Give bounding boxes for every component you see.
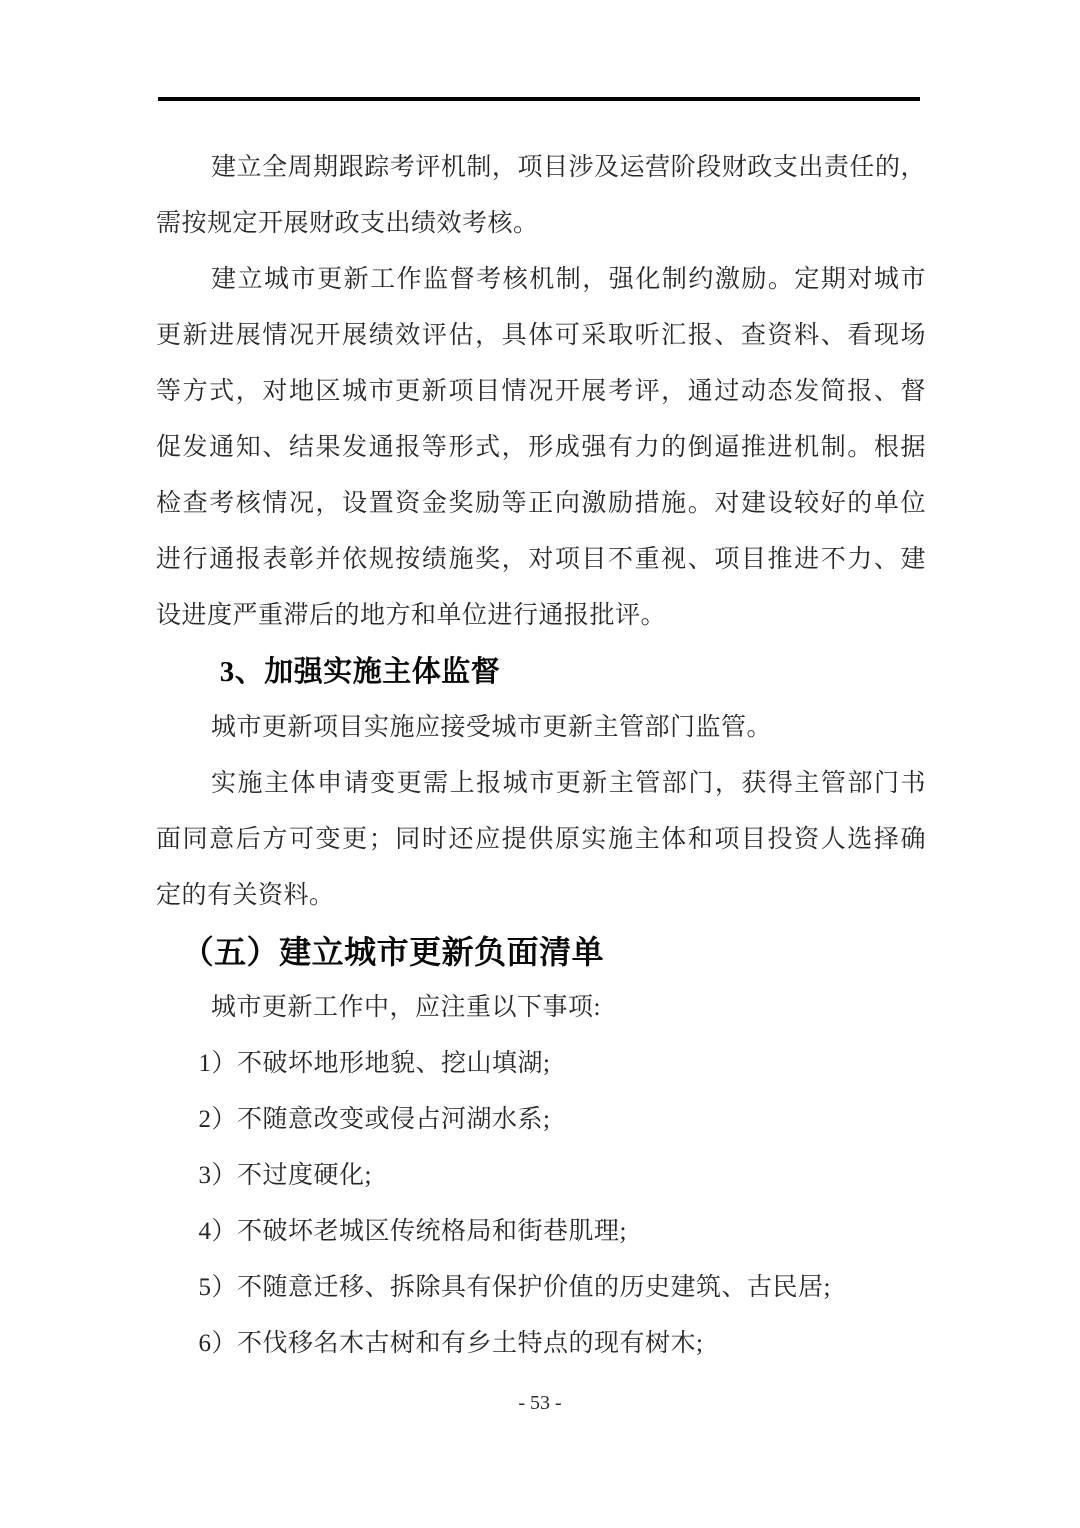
paragraph-tracking-assessment: 建立全周期跟踪考评机制，项目涉及运营阶段财政支出责任的， xyxy=(211,154,926,181)
paragraph-supervision-mechanism: 等方式，对地区城市更新项目情况开展考评，通过动态发简报、督 xyxy=(156,378,926,405)
list-item-3: 3）不过度硬化; xyxy=(198,1162,372,1189)
list-item-4: 4）不破坏老城区传统格局和街巷肌理; xyxy=(198,1218,627,1245)
paragraph-subject-change: 面同意后方可变更；同时还应提供原实施主体和项目投资人选择确 xyxy=(156,826,926,853)
list-item-1: 1）不破坏地形地貌、挖山填湖; xyxy=(198,1050,551,1077)
header-rule xyxy=(158,97,920,101)
document-body xyxy=(156,140,926,1372)
heading-negative-list: （五）建立城市更新负面清单 xyxy=(181,934,605,970)
paragraph-supervision-mechanism: 进行通报表彰并依规按绩施奖，对项目不重视、项目推进不力、建 xyxy=(156,546,926,573)
paragraph-supervision-mechanism: 更新进展情况开展绩效评估，具体可采取听汇报、查资料、看现场 xyxy=(156,322,926,349)
paragraph-subject-change: 定的有关资料。 xyxy=(156,882,335,909)
list-item-5: 5）不随意迁移、拆除具有保护价值的历史建筑、古民居; xyxy=(198,1274,831,1301)
paragraph-supervision-mechanism: 检查考核情况，设置资金奖励等正向激励措施。对建设较好的单位 xyxy=(156,490,926,517)
paragraph-supervision-mechanism: 建立城市更新工作监督考核机制，强化制约激励。定期对城市 xyxy=(211,266,926,293)
paragraph-supervision-mechanism: 设进度严重滞后的地方和单位进行通报批评。 xyxy=(156,602,667,629)
paragraph-subject-change: 实施主体申请变更需上报城市更新主管部门，获得主管部门书 xyxy=(211,770,926,797)
paragraph-supervision-mechanism: 促发通知、结果发通报等形式，形成强有力的倒逼推进机制。根据 xyxy=(156,434,926,461)
page-number: - 53 - xyxy=(518,1392,562,1414)
paragraph-project-regulation: 城市更新项目实施应接受城市更新主管部门监管。 xyxy=(211,714,773,741)
list-item-6: 6）不伐移名木古树和有乡土特点的现有树木; xyxy=(198,1330,704,1357)
heading-strengthen-subject-supervision: 3、加强实施主体监督 xyxy=(219,656,501,688)
list-item-2: 2）不随意改变或侵占河湖水系; xyxy=(198,1106,551,1133)
paragraph-list-intro: 城市更新工作中，应注重以下事项: xyxy=(211,994,601,1021)
paragraph-tracking-assessment: 需按规定开展财政支出绩效考核。 xyxy=(156,210,539,237)
